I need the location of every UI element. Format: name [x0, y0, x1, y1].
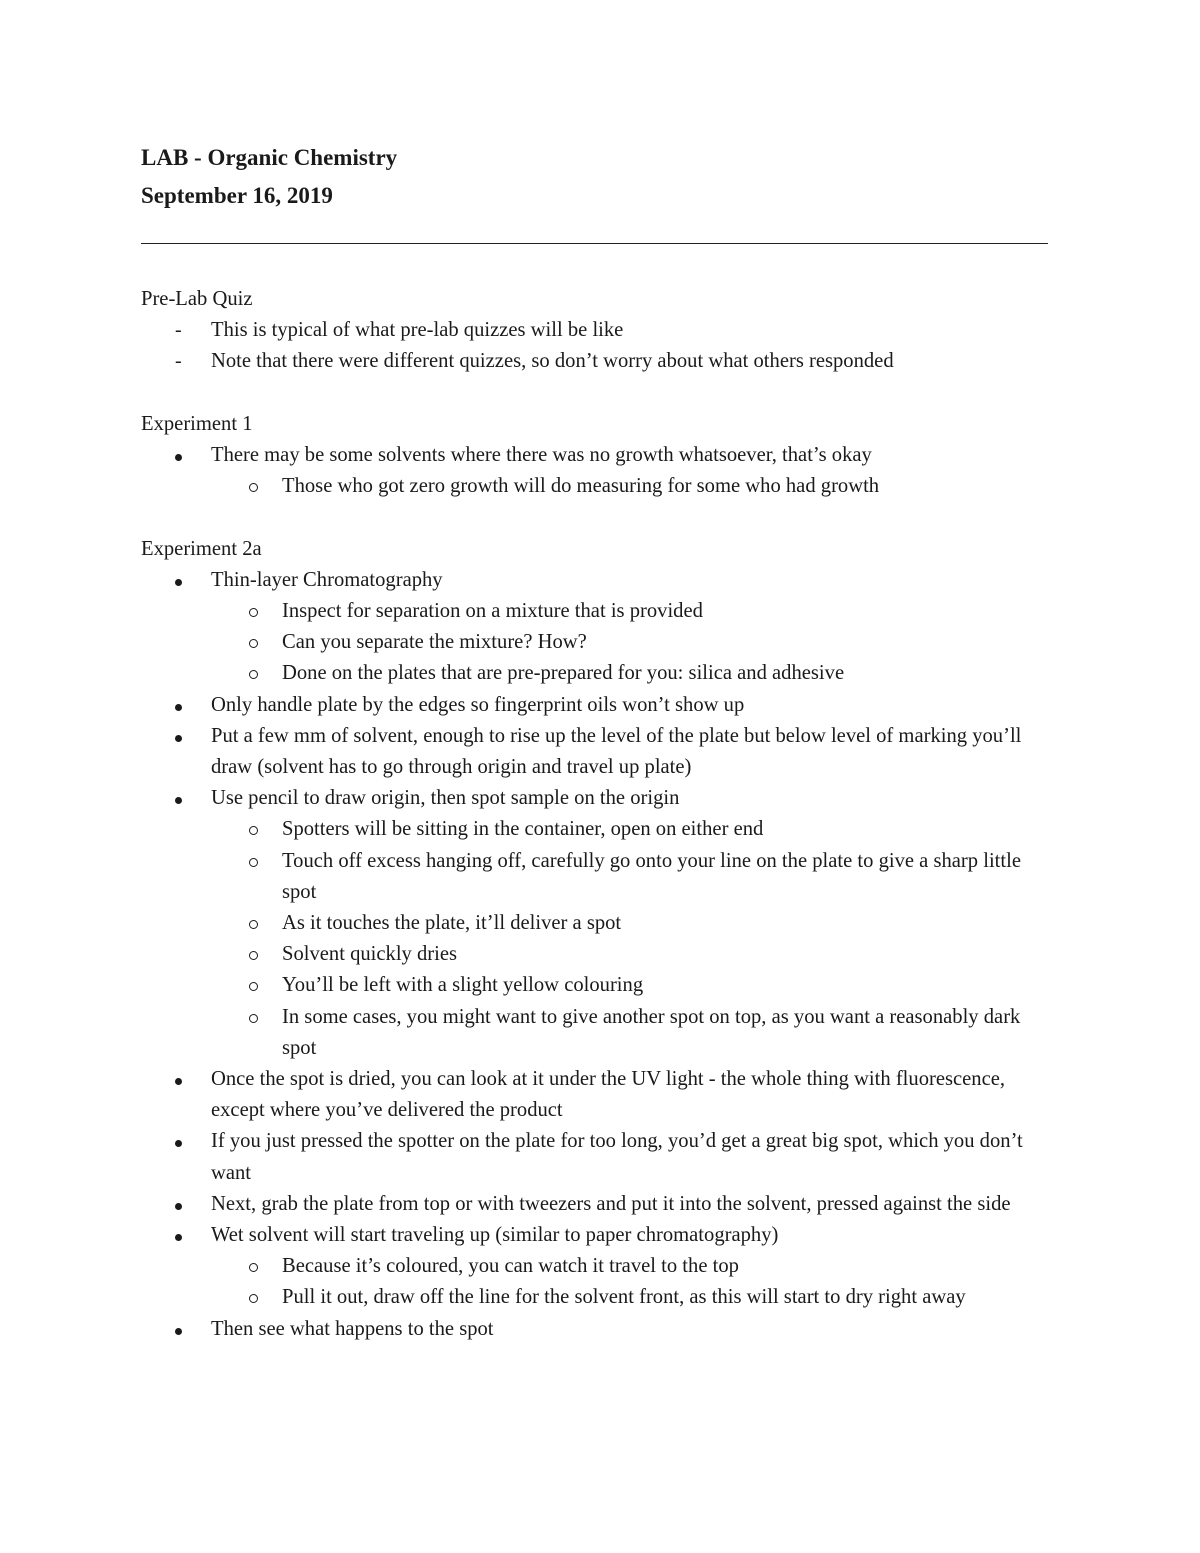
list-item-text: Inspect for separation on a mixture that is provided [282, 600, 703, 622]
filled-bullet-icon [175, 1314, 182, 1345]
list-item [141, 690, 1051, 721]
list-item [141, 970, 1051, 1001]
list-item-text: Thin-layer Chromatography [211, 568, 443, 591]
list-item [141, 846, 1051, 908]
notes-section [141, 409, 1051, 503]
list-item [141, 1220, 1051, 1251]
list-item-text: Next, grab the plate from top or with tweezers and put it into the solvent, pressed against the side [211, 1192, 1011, 1215]
list-item-text: Then see what happens to the spot [211, 1317, 494, 1340]
filled-bullet-icon [175, 565, 182, 596]
hollow-circle-bullet-icon [249, 846, 258, 877]
hollow-circle-bullet-icon [249, 970, 258, 1001]
list-item [141, 627, 1051, 658]
dash-bullet-icon: - [175, 350, 182, 373]
filled-bullet-icon [175, 1126, 182, 1157]
document-title: LAB - Organic Chemistry [141, 145, 398, 170]
list-item-text: If you just pressed the spotter on the plate for too long, you’d get a great big spot, which you don’t want [211, 1130, 1023, 1184]
list-item-text: Use pencil to draw origin, then spot sample on the origin [211, 787, 680, 810]
list-item [141, 315, 1051, 346]
list-item-text: Done on the plates that are pre-prepared for you: silica and adhesive [282, 662, 845, 685]
hollow-circle-bullet-icon [249, 814, 258, 845]
section-heading: Experiment 1 [141, 412, 253, 435]
filled-bullet-icon [175, 721, 182, 752]
list-item [141, 939, 1051, 970]
list-item-text: Put a few mm of solvent, enough to rise up the level of the plate but below level of marking you’ll draw (solvent has to go through origin and travel up plate) [211, 724, 1022, 779]
list-item [141, 1064, 1051, 1126]
hollow-circle-bullet-icon [249, 1282, 258, 1313]
document-date: September 16, 2019 [141, 183, 333, 208]
list-item [141, 1251, 1051, 1282]
section-heading: Pre-Lab Quiz [141, 288, 253, 310]
hollow-circle-bullet-icon [249, 1251, 258, 1282]
list-item-text: Only handle plate by the edges so fingerprint oils won’t show up [211, 693, 745, 716]
list-item-text: As it touches the plate, it’ll deliver a spot [282, 912, 622, 935]
list-item [141, 908, 1051, 939]
list-item [141, 440, 1051, 471]
list-item [141, 596, 1051, 627]
list-item-text: Wet solvent will start traveling up (similar to paper chromatography) [211, 1224, 779, 1247]
horizontal-divider [141, 243, 1048, 244]
list-item-text: In some cases, you might want to give another spot on top, as you want a reasonably dark spot [282, 1005, 1021, 1059]
list-item [141, 565, 1051, 596]
list-item [141, 658, 1051, 689]
list-item [141, 783, 1051, 814]
list-item [141, 1126, 1051, 1188]
dash-bullet-icon: - [175, 319, 182, 342]
list-item [141, 721, 1051, 783]
notes-section [141, 534, 1051, 1345]
list-item-text: There may be some solvents where there was no growth whatsoever, that’s okay [211, 444, 872, 466]
filled-bullet-icon [175, 1189, 182, 1220]
hollow-circle-bullet-icon [249, 908, 258, 939]
list-item-text: Once the spot is dried, you can look at it under the UV light - the whole thing with fluorescence, except where you’ve delivered the product [211, 1068, 1006, 1122]
filled-bullet-icon [175, 783, 182, 814]
hollow-circle-bullet-icon [249, 939, 258, 970]
list-item-text: Pull it out, draw off the line for the solvent front, as this will start to dry right away [282, 1286, 966, 1309]
filled-bullet-icon [175, 1064, 182, 1095]
hollow-circle-bullet-icon [249, 471, 258, 502]
list-item [141, 1002, 1051, 1064]
list-item-text: You’ll be left with a slight yellow colouring [282, 974, 644, 997]
filled-bullet-icon [175, 440, 182, 471]
list-item [141, 1282, 1051, 1313]
list-item-text: Those who got zero growth will do measuring for some who had growth [282, 475, 880, 498]
list-item-text: This is typical of what pre-lab quizzes will be like [211, 319, 624, 342]
list-item-text: Spotters will be sitting in the container, open on either end [282, 818, 764, 841]
list-item-text: Note that there were different quizzes, so don’t worry about what others responded [211, 350, 894, 373]
hollow-circle-bullet-icon [249, 658, 258, 689]
list-item-text: Solvent quickly dries [282, 943, 458, 966]
filled-bullet-icon [175, 1220, 182, 1251]
list-item [141, 1189, 1051, 1220]
notes-section [141, 284, 1051, 378]
list-item [141, 1314, 1051, 1345]
section-heading: Experiment 2a [141, 537, 262, 560]
list-item-text: Because it’s coloured, you can watch it travel to the top [282, 1255, 739, 1278]
list-item [141, 346, 1051, 377]
notes-body [141, 284, 1051, 1376]
list-item-text: Touch off excess hanging off, carefully go onto your line on the plate to give a sharp little spot [282, 849, 1021, 903]
list-item [141, 471, 1051, 502]
hollow-circle-bullet-icon [249, 1002, 258, 1033]
hollow-circle-bullet-icon [249, 627, 258, 658]
list-item [141, 814, 1051, 845]
filled-bullet-icon [175, 690, 182, 721]
hollow-circle-bullet-icon [249, 596, 258, 627]
list-item-text: Can you separate the mixture? How? [282, 631, 587, 654]
